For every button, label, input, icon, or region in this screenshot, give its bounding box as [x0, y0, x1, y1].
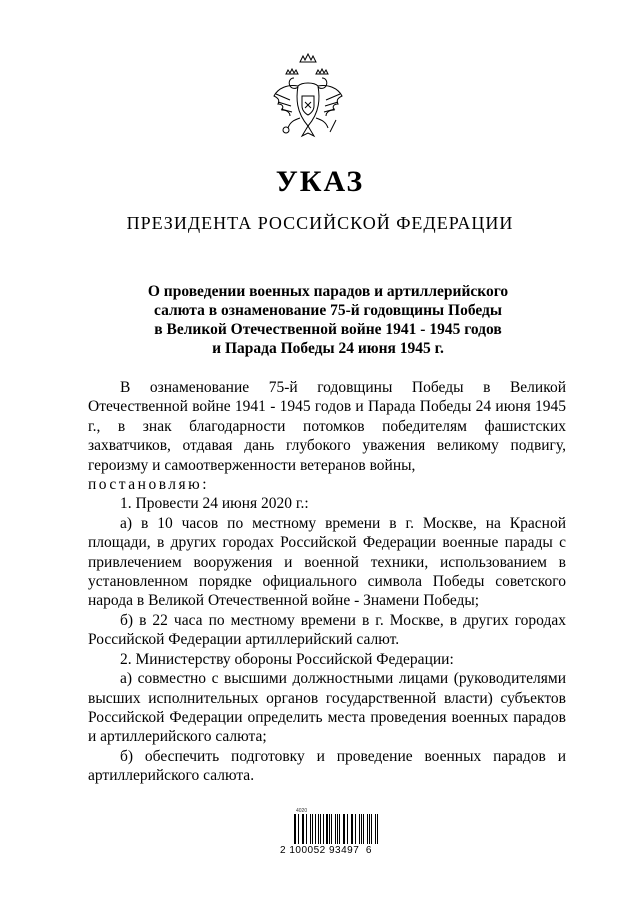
decree-word: постановляю: [88, 476, 210, 494]
clause-2b: б) обеспечить подготовку и проведение военных парадов и артиллерийского салюта. [88, 747, 566, 785]
barcode-stripe [298, 814, 299, 844]
clause-2: 2. Министерству обороны Российской Федерации: [120, 650, 454, 668]
barcode-stripe [306, 814, 307, 844]
document-subtitle: ПРЕЗИДЕНТА РОССИЙСКОЙ ФЕДЕРАЦИИ [126, 213, 514, 233]
barcode-stripe [335, 814, 336, 844]
barcode-stripe [371, 814, 372, 844]
heading-line: и Парада Победы 24 июня 1945 г. [212, 340, 444, 357]
heading-line: в Великой Отечественной войне 1941 - 1945 годов [154, 321, 502, 338]
barcode-number: 2 100052 93497 6 [280, 845, 372, 856]
clause-1a: а) в 10 часов по местному времени в г. Москве, на Красной площади, в других городах Российской Федерации военные парады с привлечением вооружения и военной техники, использованием в установленном порядке официального символа Победы советского народа в Великой Отечественной войне - Знамени Победы; [88, 514, 566, 610]
clause-1b: б) в 22 часа по местному времени в г. Москве, в других городах Российской Федерации артиллерийский салют. [88, 611, 566, 649]
barcode-icon [294, 814, 380, 844]
barcode-stripe [347, 814, 348, 844]
barcode [280, 808, 380, 856]
barcode-label: 4020 [296, 808, 308, 814]
barcode-stripe [377, 814, 378, 844]
barcode-stripe [312, 814, 313, 844]
barcode-stripe [326, 814, 327, 844]
barcode-stripe [363, 814, 364, 844]
barcode-stripe [320, 814, 321, 844]
barcode-stripe [355, 814, 356, 844]
coat-of-arms-icon [272, 52, 344, 144]
document-title: УКАЗ [275, 165, 365, 198]
decree-heading [88, 282, 568, 358]
heading-line: салюта в ознаменование 75-й годовщины Победы [154, 302, 502, 319]
decree-body [88, 378, 566, 786]
clause-1: 1. Провести 24 июня 2020 г.: [120, 495, 309, 513]
preamble-paragraph: В ознаменование 75-й годовщины Победы в Великой Отечественной войне 1941 - 1945 годов и Парада Победы 24 июня 1945 г., в знак благодарности потомков победителям фашистских захватчиков, отдавая дань глубокого уважения великому подвигу, героизму и самоотверженности ветеранов войны, [88, 379, 566, 474]
clause-2a: а) совместно с высшими должностными лицами (руководителями высших исполнительных органов государственной власти) субъектов Российской Федерации определить места проведения военных парадов и артиллерийского салюта; [88, 670, 566, 746]
heading-line: О проведении военных парадов и артиллерийского [147, 283, 509, 300]
barcode-stripe [344, 814, 345, 844]
